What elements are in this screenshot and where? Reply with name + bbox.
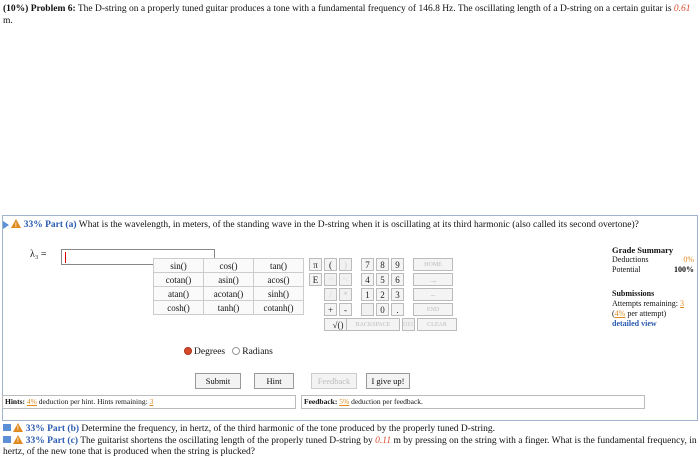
per-attempt-open: ( — [612, 309, 615, 318]
warning-icon — [13, 423, 23, 432]
hints-label: Hints: — [5, 397, 26, 406]
potential-row — [612, 265, 694, 275]
deductions-row — [612, 255, 694, 265]
func-key[interactable]: sin() — [154, 259, 204, 273]
attempts-label: Attempts remaining: — [612, 299, 678, 308]
text-caret — [65, 252, 66, 263]
clear-key[interactable]: CLEAR — [417, 318, 457, 331]
func-key[interactable]: acotan() — [204, 287, 254, 301]
dash-key[interactable]: – — [413, 288, 453, 301]
backspace-key[interactable]: BACKSPACE — [346, 318, 400, 331]
up-key[interactable]: ↑^ — [324, 273, 337, 286]
key-9[interactable]: 9 — [391, 258, 404, 271]
blank-key[interactable] — [361, 303, 374, 316]
hint-button[interactable]: Hint — [254, 373, 294, 389]
deductions-label: Deductions — [612, 255, 649, 264]
multiply-key[interactable]: * — [339, 288, 352, 301]
home-key[interactable]: HOME — [413, 258, 453, 271]
submissions-title: Submissions — [612, 289, 655, 298]
part-c-label: Part (c) — [47, 436, 78, 446]
part-c-value: 0.11 — [375, 436, 392, 446]
expand-arrow-icon[interactable] — [3, 221, 9, 229]
lparen-key[interactable]: ( — [324, 258, 337, 271]
feedback-text: deduction per feedback. — [349, 397, 423, 406]
part-b-percent: 33% — [25, 424, 45, 434]
plus-key[interactable]: + — [324, 303, 337, 316]
key-7[interactable]: 7 — [361, 258, 374, 271]
key-6[interactable]: 6 — [391, 273, 404, 286]
detailed-view-link[interactable]: detailed view — [612, 319, 657, 328]
deductions-value: 0% — [683, 255, 694, 264]
hints-bar — [2, 395, 296, 409]
minus-key[interactable]: - — [339, 303, 352, 316]
grade-summary — [612, 245, 694, 329]
func-key[interactable]: tan() — [254, 259, 304, 273]
problem-statement — [3, 3, 697, 27]
attempts-value: 3 — [680, 299, 684, 308]
length-value: 0.61 — [673, 4, 691, 14]
degrees-radio[interactable] — [184, 347, 192, 355]
pi-key[interactable]: π — [309, 258, 322, 271]
problem-text-before: The D-string on a properly tuned guitar produces a tone with a fundamental frequency of 146.8 Hz. The oscillating length of a D-string on a certain guitar is — [77, 4, 674, 14]
hints-percent: 4% — [26, 397, 37, 406]
part-c-question-before: The guitarist shortens the oscillating length of the properly tuned D-string by — [80, 436, 376, 446]
down-key[interactable]: ^↓ — [339, 273, 352, 286]
remaining-parts — [3, 423, 697, 458]
list-icon — [3, 424, 11, 431]
grade-summary-title: Grade Summary — [612, 245, 674, 255]
part-a-label: Part (a) — [45, 220, 77, 230]
part-a-header — [3, 219, 695, 231]
part-b-row[interactable] — [3, 423, 697, 435]
warning-icon — [13, 435, 23, 444]
part-a-question: What is the wavelength, in meters, of the standing wave in the D-string when it is oscillating at its third harmonic (also called its second overtone)? — [78, 220, 639, 230]
key-4[interactable]: 4 — [361, 273, 374, 286]
part-b-question: Determine the frequency, in hertz, of the third harmonic of the tone produced by the properly tuned D-string. — [81, 424, 495, 434]
part-b-label: Part (b) — [47, 424, 80, 434]
part-c-row[interactable] — [3, 435, 697, 458]
func-key[interactable]: atan() — [154, 287, 204, 301]
radians-radio[interactable] — [232, 347, 240, 355]
feedback-bar — [301, 395, 645, 409]
divide-key[interactable]: / — [324, 288, 337, 301]
problem-heading: (10%) Problem 6: — [3, 4, 76, 14]
part-c-percent: 33% — [25, 436, 45, 446]
variable-label: λ₃ = — [30, 249, 47, 260]
hints-remaining: 3 — [149, 397, 154, 406]
attempts-row — [612, 299, 694, 309]
submit-button[interactable]: Submit — [195, 373, 241, 389]
sqrt-key[interactable]: √() — [324, 318, 352, 331]
angle-mode — [184, 347, 273, 357]
dot-key[interactable]: . — [391, 303, 404, 316]
hints-text: deduction per hint. Hints remaining: — [36, 397, 150, 406]
end-key[interactable]: END — [413, 303, 453, 316]
per-attempt-text: per attempt) — [625, 309, 667, 318]
key-1[interactable]: 1 — [361, 288, 374, 301]
per-attempt-value: 4% — [614, 309, 626, 318]
arrow-key[interactable]: → — [413, 273, 453, 286]
func-key[interactable]: cosh() — [154, 301, 204, 315]
part-c-question-after: m by pressing on the string with a finger. What is the fundamental frequency, in hertz, of the new tone that is produced when the string is plucked? — [3, 436, 697, 457]
func-key[interactable]: asin() — [204, 273, 254, 287]
per-attempt-row — [612, 309, 694, 319]
feedback-percent: 5% — [339, 397, 350, 406]
func-key[interactable]: tanh() — [204, 301, 254, 315]
func-key[interactable]: cotanh() — [254, 301, 304, 315]
radians-label: Radians — [242, 347, 273, 357]
del-key[interactable]: DEL — [402, 318, 415, 331]
potential-label: Potential — [612, 265, 641, 274]
func-key[interactable]: cos() — [204, 259, 254, 273]
feedback-button[interactable]: Feedback — [311, 373, 357, 389]
func-key[interactable]: cotan() — [154, 273, 204, 287]
key-2[interactable]: 2 — [376, 288, 389, 301]
potential-value: 100% — [674, 265, 694, 274]
warning-icon — [11, 219, 21, 228]
part-a-percent: 33% — [23, 220, 43, 230]
problem-text-after: m. — [3, 16, 13, 26]
func-key[interactable]: acos() — [254, 273, 304, 287]
rparen-key[interactable]: ) — [339, 258, 352, 271]
key-5[interactable]: 5 — [376, 273, 389, 286]
feedback-label: Feedback: — [304, 397, 338, 406]
e-key[interactable]: E — [309, 273, 322, 286]
func-key[interactable]: sinh() — [254, 287, 304, 301]
key-0[interactable]: 0 — [376, 303, 389, 316]
degrees-label: Degrees — [194, 347, 226, 357]
key-8[interactable]: 8 — [376, 258, 389, 271]
list-icon — [3, 436, 11, 443]
key-3[interactable]: 3 — [391, 288, 404, 301]
give-up-button[interactable]: I give up! — [366, 373, 410, 389]
function-keypad — [153, 258, 304, 315]
